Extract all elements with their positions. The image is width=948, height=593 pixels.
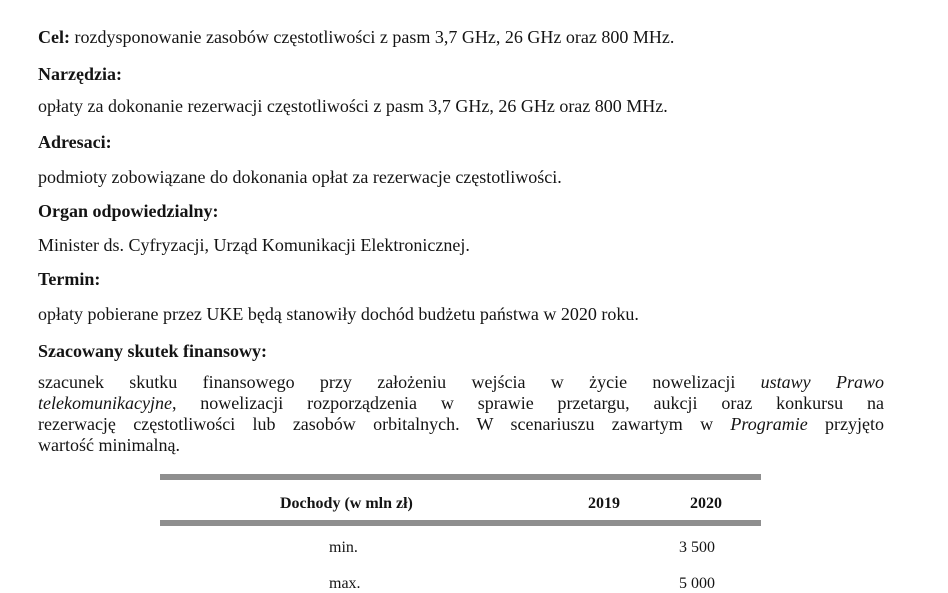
paragraph-line-3	[38, 414, 884, 435]
paragraph-text: , nowelizacji rozporządzenia w sprawie przetargu, aukcji oraz konkursu na	[171, 393, 884, 413]
table-header-rule	[160, 520, 761, 526]
financial-effect-paragraph	[38, 372, 884, 456]
recipients-text: podmioty zobowiązane do dokonania opłat za rezerwacje częstotliwości.	[38, 167, 562, 187]
row-max-2020: 5 000	[679, 575, 715, 592]
financial-effect-label: Szacowany skutek finansowy:	[38, 341, 268, 361]
paragraph-line-1	[38, 372, 884, 393]
table-top-rule	[160, 474, 761, 480]
paragraph-text: rezerwację częstotliwości lub zasobów orbitalnych. W scenariuszu zawartym w	[38, 414, 731, 434]
paragraph-line-4: wartość minimalną.	[38, 435, 180, 455]
row-label-min: min.	[329, 539, 358, 556]
paragraph-text: szacunek skutku finansowego przy założeniu wejścia w życie nowelizacji	[38, 372, 761, 392]
responsible-body-label: Organ odpowiedzialny:	[38, 201, 219, 221]
row-label-max: max.	[329, 575, 361, 592]
act-title-italic: telekomunikacyjne	[38, 393, 172, 413]
row-min-2020: 3 500	[679, 539, 715, 556]
paragraph-line-2	[38, 393, 884, 414]
goal-label: Cel:	[38, 27, 70, 47]
act-title-italic: ustawy Prawo	[760, 372, 884, 392]
tools-text: opłaty za dokonanie rezerwacji częstotliwości z pasm 3,7 GHz, 26 GHz oraz 800 MHz.	[38, 96, 668, 116]
paragraph-text: przyjęto	[807, 414, 884, 434]
tools-label: Narzędzia:	[38, 64, 122, 84]
program-title-italic: Programie	[730, 414, 808, 434]
revenue-table	[160, 474, 761, 593]
goal-line	[38, 26, 674, 48]
header-revenue: Dochody (w mln zł)	[280, 495, 413, 512]
header-2020: 2020	[690, 495, 722, 512]
deadline-text: opłaty pobierane przez UKE będą stanowiły dochód budżetu państwa w 2020 roku.	[38, 304, 639, 324]
recipients-label: Adresaci:	[38, 132, 112, 152]
header-2019: 2019	[588, 495, 620, 512]
deadline-label: Termin:	[38, 269, 101, 289]
goal-text: rozdysponowanie zasobów częstotliwości z pasm 3,7 GHz, 26 GHz oraz 800 MHz.	[69, 27, 675, 47]
responsible-body-text: Minister ds. Cyfryzacji, Urząd Komunikacji Elektronicznej.	[38, 235, 470, 255]
